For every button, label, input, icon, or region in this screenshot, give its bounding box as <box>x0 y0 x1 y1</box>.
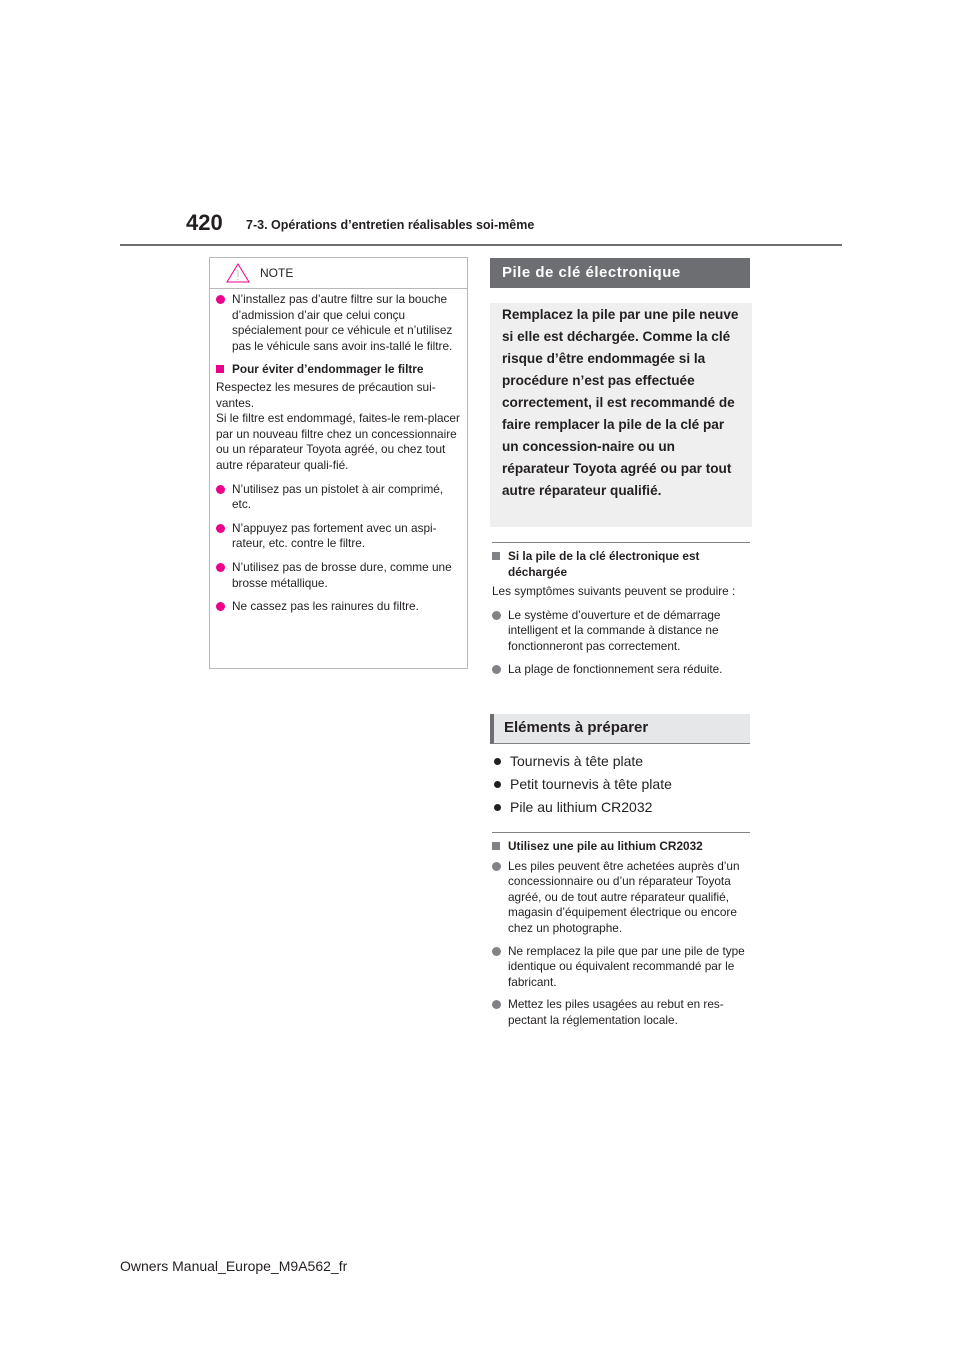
footer-text: Owners Manual_Europe_M9A562_fr <box>120 1258 348 1274</box>
note-bullet-text: N’utilisez pas un pistolet à air comprimé, etc. <box>232 481 444 512</box>
bullet-square-icon <box>492 552 500 560</box>
bullet-dot-icon <box>216 563 225 572</box>
tools-list <box>492 750 672 819</box>
section-bullet <box>492 608 750 655</box>
note-body <box>210 289 467 615</box>
tool-item-text: Tournevis à tête plate <box>510 753 644 769</box>
section-bullet-text: Les piles peuvent être achetées auprès d’un concessionnaire ou d’un réparateur Toyota agréé, ou de tout autre réparateur qualifié, magasin d’équipement électrique ou encore chez un photographe. <box>508 858 740 935</box>
bullet-dot-icon <box>492 862 501 871</box>
bullet-square-icon <box>216 365 224 373</box>
bullet-square-icon <box>492 842 500 850</box>
bullet-dot-icon <box>494 758 501 765</box>
note-subheading <box>216 362 461 378</box>
section-heading-text: Si la pile de la clé électronique est déchargée <box>508 549 700 579</box>
page-number: 420 <box>186 210 223 235</box>
note-subtext: Respectez les mesures de précaution sui-vantes. Si le filtre est endommagé, faites-le rem-placer par un nouveau filtre chez un concessionnaire ou un réparateur Toyota agréé, ou chez tout autre réparateur quali-fié. <box>216 379 460 472</box>
bullet-dot-icon <box>492 611 501 620</box>
section-title: 7-3. Opérations d’entretien réalisables soi-même <box>246 218 535 232</box>
note-box <box>209 257 468 669</box>
intro-box <box>490 303 752 527</box>
bullet-dot-icon <box>492 1000 501 1009</box>
tool-item <box>492 773 672 796</box>
note-item <box>216 292 461 354</box>
section-text: Les symptômes suivants peuvent se produire : <box>492 584 736 599</box>
note-item-text: N’installez pas d’autre filtre sur la bouche d’admission d’air que celui conçu spécialement pour ce véhicule et n’utilisez pas le véhicule sans avoir ins-tallé le filtre. <box>232 292 453 353</box>
section-bullet <box>492 859 750 937</box>
section-discharged <box>492 542 750 684</box>
section-heading <box>492 833 750 855</box>
tool-item <box>492 796 672 819</box>
note-bullet-text: Ne cassez pas les rainures du filtre. <box>232 599 419 614</box>
section-bullet <box>492 662 750 678</box>
section-heading-text: Utilisez une pile au lithium CR2032 <box>508 839 703 853</box>
note-bullet <box>216 521 461 552</box>
note-subheading-text: Pour éviter d’endommager le filtre <box>232 362 424 377</box>
header-rule <box>120 244 842 246</box>
bullet-dot-icon <box>494 804 501 811</box>
note-bullet <box>216 599 461 615</box>
section-bullet-text: Mettez les piles usagées au rebut en res-pectant la réglementation locale. <box>508 997 724 1027</box>
bullet-dot-icon <box>492 665 501 674</box>
section-bullet-text: Ne remplacez la pile que par une pile de type identique ou équivalent recommandé par le fabricant. <box>508 943 745 989</box>
prep-heading <box>490 714 750 744</box>
section-bullet <box>492 997 750 1028</box>
bullet-dot-icon <box>216 524 225 533</box>
prep-heading-text: Eléments à préparer <box>504 719 649 736</box>
section-heading <box>492 543 750 580</box>
note-bullet <box>216 560 461 591</box>
bullet-dot-icon <box>216 295 225 304</box>
tool-item-text: Pile au lithium CR2032 <box>510 799 653 815</box>
section-bullet-text: La plage de fonctionnement sera réduite. <box>508 661 723 676</box>
bullet-dot-icon <box>492 947 501 956</box>
section-battery <box>492 832 750 1036</box>
tool-item <box>492 750 672 773</box>
section-bullet <box>492 944 750 991</box>
warning-triangle-icon <box>226 263 250 283</box>
bullet-dot-icon <box>216 485 225 494</box>
note-title: NOTE <box>260 266 294 280</box>
note-header <box>210 258 467 289</box>
bullet-dot-icon <box>216 602 225 611</box>
note-bullet <box>216 482 461 513</box>
main-heading <box>490 258 750 288</box>
bullet-dot-icon <box>494 781 501 788</box>
note-bullet-text: N’utilisez pas de brosse dure, comme une brosse métallique. <box>232 559 452 590</box>
section-bullet-text: Le système d’ouverture et de démarrage intelligent et la commande à distance ne fonctionneront pas correctement. <box>508 607 721 653</box>
main-heading-text: Pile de clé électronique <box>502 264 681 281</box>
intro-text: Remplacez la pile par une pile neuve si elle est déchargée. Comme la clé risque d’être endommagée si la procédure n’est pas effectuée correctement, il est recommandé de faire remplacer la pile de la clé par un concession-naire ou un réparateur Toyota agréé ou par tout autre réparateur qualifié. <box>502 307 739 498</box>
note-bullet-text: N’appuyez pas fortement avec un aspi-rateur, etc. contre le filtre. <box>232 520 437 551</box>
tool-item-text: Petit tournevis à tête plate <box>510 776 672 792</box>
